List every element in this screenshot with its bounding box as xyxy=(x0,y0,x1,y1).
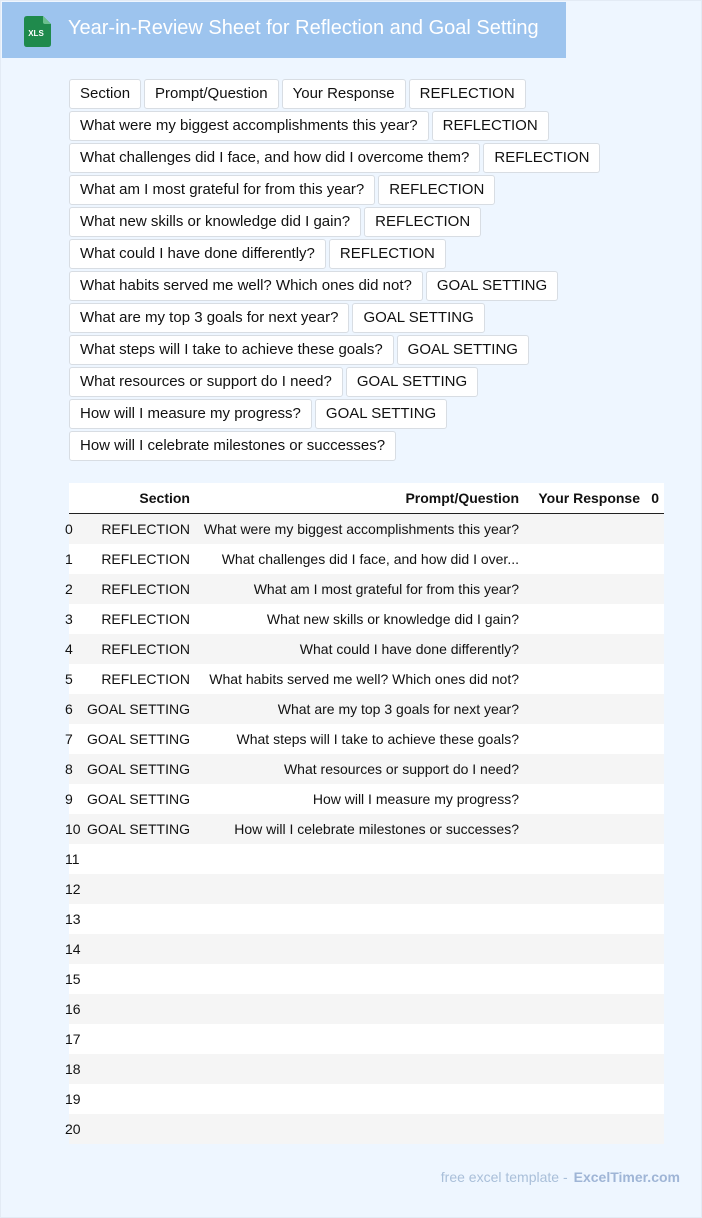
chip[interactable]: What were my biggest accomplishments this year? xyxy=(69,111,429,141)
chip-row xyxy=(69,111,669,143)
column-header[interactable] xyxy=(69,483,80,513)
table-cell[interactable] xyxy=(645,694,664,724)
table-cell[interactable]: What could I have done differently? xyxy=(299,640,519,657)
table-cell[interactable] xyxy=(524,994,645,1024)
table-cell[interactable] xyxy=(80,1054,195,1084)
table-cell[interactable] xyxy=(80,1114,195,1144)
table-cell[interactable] xyxy=(524,544,645,574)
table-cell[interactable] xyxy=(195,964,524,994)
table-cell[interactable] xyxy=(645,994,664,1024)
table-cell[interactable] xyxy=(195,904,524,934)
row-index: 1 xyxy=(65,550,73,567)
table-cell[interactable]: REFLECTION xyxy=(101,520,190,537)
table-cell[interactable] xyxy=(195,1054,524,1084)
table-cell[interactable]: What new skills or knowledge did I gain? xyxy=(266,610,519,627)
chip-list xyxy=(69,79,669,463)
table-cell[interactable] xyxy=(524,1054,645,1084)
table-cell[interactable]: What am I most grateful for from this year? xyxy=(253,580,519,597)
table-cell[interactable] xyxy=(524,724,645,754)
table-cell[interactable] xyxy=(524,694,645,724)
chip[interactable]: Prompt/Question xyxy=(144,79,279,109)
table-row xyxy=(69,634,664,664)
chip[interactable]: What am I most grateful for from this year? xyxy=(69,175,375,205)
table-cell[interactable]: GOAL SETTING xyxy=(87,730,190,747)
table-cell[interactable]: REFLECTION xyxy=(101,580,190,597)
row-index: 17 xyxy=(65,1030,81,1047)
table-cell[interactable] xyxy=(80,1084,195,1114)
icon-label: XLS xyxy=(28,29,44,38)
chip-row xyxy=(69,239,669,271)
table-cell[interactable] xyxy=(195,874,524,904)
table-cell[interactable] xyxy=(645,513,664,544)
table-cell[interactable] xyxy=(195,994,524,1024)
table-cell[interactable] xyxy=(645,754,664,784)
excel-file-icon xyxy=(24,16,51,47)
table-cell[interactable] xyxy=(524,904,645,934)
table-cell[interactable]: How will I measure my progress? xyxy=(312,790,519,807)
chip[interactable]: What resources or support do I need? xyxy=(69,367,343,397)
table-row xyxy=(69,604,664,634)
table-cell[interactable]: What are my top 3 goals for next year? xyxy=(277,700,519,717)
chip-row xyxy=(69,271,669,303)
row-index: 0 xyxy=(65,520,73,537)
column-header[interactable]: 0 xyxy=(651,489,659,506)
chip[interactable]: How will I celebrate milestones or successes? xyxy=(69,431,396,461)
row-index: 6 xyxy=(65,700,73,717)
table-cell[interactable] xyxy=(645,784,664,814)
row-index: 15 xyxy=(65,970,81,987)
title-bar xyxy=(2,2,566,58)
row-index: 3 xyxy=(65,610,73,627)
row-index: 8 xyxy=(65,760,73,777)
table-cell[interactable] xyxy=(645,544,664,574)
row-index: 11 xyxy=(65,850,80,867)
chip-row xyxy=(69,431,669,463)
table-cell[interactable] xyxy=(195,934,524,964)
chip[interactable]: REFLECTION xyxy=(364,207,481,237)
chip[interactable]: What steps will I take to achieve these goals? xyxy=(69,335,394,365)
data-table-wrapper xyxy=(65,483,664,1144)
table-cell[interactable] xyxy=(524,1114,645,1144)
chip-row xyxy=(69,335,669,367)
table-cell[interactable] xyxy=(524,604,645,634)
table-cell[interactable] xyxy=(645,964,664,994)
table-cell[interactable] xyxy=(195,1114,524,1144)
table-cell[interactable] xyxy=(80,874,195,904)
table-row xyxy=(69,1024,664,1054)
table-cell[interactable] xyxy=(195,1084,524,1114)
chip[interactable]: GOAL SETTING xyxy=(426,271,558,301)
table-cell[interactable] xyxy=(80,844,195,874)
table-cell[interactable] xyxy=(195,844,524,874)
table-cell[interactable] xyxy=(524,814,645,844)
table-cell[interactable]: GOAL SETTING xyxy=(87,760,190,777)
table-row xyxy=(69,664,664,694)
chip[interactable]: What habits served me well? Which ones did not? xyxy=(69,271,423,301)
table-cell[interactable] xyxy=(524,634,645,664)
table-cell[interactable] xyxy=(524,874,645,904)
chip-row xyxy=(69,143,669,175)
table-row xyxy=(69,844,664,874)
chip[interactable]: GOAL SETTING xyxy=(315,399,447,429)
chip-row xyxy=(69,207,669,239)
row-index: 5 xyxy=(65,670,73,687)
table-cell[interactable] xyxy=(645,934,664,964)
table-cell[interactable]: GOAL SETTING xyxy=(87,700,190,717)
table-row xyxy=(69,574,664,604)
table-cell[interactable]: REFLECTION xyxy=(101,550,190,567)
table-cell[interactable] xyxy=(524,964,645,994)
row-index: 9 xyxy=(65,790,73,807)
table-row xyxy=(69,694,664,724)
table-cell[interactable]: REFLECTION xyxy=(101,640,190,657)
table-row xyxy=(69,964,664,994)
table-cell[interactable]: REFLECTION xyxy=(101,670,190,687)
table-row xyxy=(69,934,664,964)
table-cell[interactable] xyxy=(524,754,645,784)
chip[interactable]: What are my top 3 goals for next year? xyxy=(69,303,349,333)
chip-row xyxy=(69,303,669,335)
page-title: Year-in-Review Sheet for Reflection and Goal Setting xyxy=(68,17,539,39)
chip[interactable]: GOAL SETTING xyxy=(352,303,484,333)
chip[interactable]: What new skills or knowledge did I gain? xyxy=(69,207,361,237)
table-row xyxy=(69,754,664,784)
table-cell[interactable] xyxy=(524,934,645,964)
chip[interactable]: REFLECTION xyxy=(483,143,600,173)
chip[interactable]: What could I have done differently? xyxy=(69,239,326,269)
chip[interactable]: How will I measure my progress? xyxy=(69,399,312,429)
table-row xyxy=(69,724,664,754)
table-cell[interactable]: What resources or support do I need? xyxy=(283,760,519,777)
table-row xyxy=(69,1054,664,1084)
table-cell[interactable]: GOAL SETTING xyxy=(87,820,190,837)
chip[interactable]: What challenges did I face, and how did I overcome them? xyxy=(69,143,480,173)
table-cell[interactable]: How will I celebrate milestones or successes? xyxy=(234,820,519,837)
table-cell[interactable] xyxy=(80,904,195,934)
table-cell[interactable] xyxy=(645,574,664,604)
table-row xyxy=(69,814,664,844)
row-index: 20 xyxy=(65,1120,81,1137)
table-cell[interactable] xyxy=(645,874,664,904)
column-header[interactable]: Your Response xyxy=(538,489,640,506)
footer-prefix: free excel template - xyxy=(440,1169,568,1185)
row-index: 7 xyxy=(65,730,73,747)
table-cell[interactable] xyxy=(524,574,645,604)
chip[interactable]: GOAL SETTING xyxy=(346,367,478,397)
table-cell[interactable]: GOAL SETTING xyxy=(87,790,190,807)
table-row xyxy=(69,544,664,574)
chip[interactable]: REFLECTION xyxy=(329,239,446,269)
table-cell[interactable]: What steps will I take to achieve these goals? xyxy=(236,730,519,747)
table-row xyxy=(69,904,664,934)
table-cell[interactable] xyxy=(524,1024,645,1054)
table-cell[interactable] xyxy=(645,814,664,844)
data-table xyxy=(65,483,664,1144)
table-cell[interactable]: What habits served me well? Which ones did not? xyxy=(209,670,519,687)
footer-credit xyxy=(441,1169,680,1185)
chip[interactable]: REFLECTION xyxy=(409,79,526,109)
table-cell[interactable]: REFLECTION xyxy=(101,610,190,627)
row-index: 18 xyxy=(65,1060,81,1077)
table-row xyxy=(69,874,664,904)
chip[interactable]: Your Response xyxy=(282,79,406,109)
table-cell[interactable] xyxy=(195,1024,524,1054)
chip[interactable]: REFLECTION xyxy=(432,111,549,141)
table-cell[interactable] xyxy=(524,513,645,544)
column-header[interactable]: Prompt/Question xyxy=(405,489,519,506)
chip-row xyxy=(69,175,669,207)
row-index: 4 xyxy=(65,640,73,657)
table-cell[interactable] xyxy=(645,1024,664,1054)
row-index: 12 xyxy=(65,880,81,897)
table-cell[interactable] xyxy=(645,904,664,934)
table-body xyxy=(65,513,664,1144)
row-index: 19 xyxy=(65,1090,81,1107)
table-cell[interactable] xyxy=(524,1084,645,1114)
table-header-row xyxy=(69,483,664,513)
row-index: 13 xyxy=(65,910,81,927)
column-header[interactable]: Section xyxy=(139,489,190,506)
table-cell[interactable] xyxy=(645,1114,664,1144)
table-cell[interactable] xyxy=(524,664,645,694)
row-index: 10 xyxy=(65,820,81,837)
table-cell[interactable] xyxy=(80,1024,195,1054)
table-row xyxy=(69,994,664,1024)
chip-row xyxy=(69,367,669,399)
table-cell[interactable] xyxy=(80,934,195,964)
table-cell[interactable] xyxy=(645,1084,664,1114)
table-cell[interactable] xyxy=(80,994,195,1024)
table-cell[interactable] xyxy=(645,664,664,694)
chip-row xyxy=(69,399,669,431)
footer-brand-link[interactable]: ExcelTimer.com xyxy=(573,1169,680,1185)
chip[interactable]: REFLECTION xyxy=(378,175,495,205)
chip[interactable]: Section xyxy=(69,79,141,109)
table-cell[interactable] xyxy=(524,784,645,814)
table-row xyxy=(69,784,664,814)
table-row xyxy=(69,1114,664,1144)
table-cell[interactable] xyxy=(645,634,664,664)
table-cell[interactable] xyxy=(80,964,195,994)
chip[interactable]: GOAL SETTING xyxy=(397,335,529,365)
table-row xyxy=(69,1084,664,1114)
table-cell[interactable]: What were my biggest accomplishments this year? xyxy=(203,520,519,537)
table-cell[interactable] xyxy=(524,844,645,874)
table-cell[interactable]: What challenges did I face, and how did I over... xyxy=(221,550,519,567)
chip-row xyxy=(69,79,669,111)
row-index: 14 xyxy=(65,940,81,957)
table-cell[interactable] xyxy=(645,724,664,754)
table-cell[interactable] xyxy=(645,604,664,634)
row-index: 2 xyxy=(65,580,73,597)
table-cell[interactable] xyxy=(645,1054,664,1084)
row-index: 16 xyxy=(65,1000,81,1017)
table-cell[interactable] xyxy=(645,844,664,874)
table-row xyxy=(69,513,664,544)
